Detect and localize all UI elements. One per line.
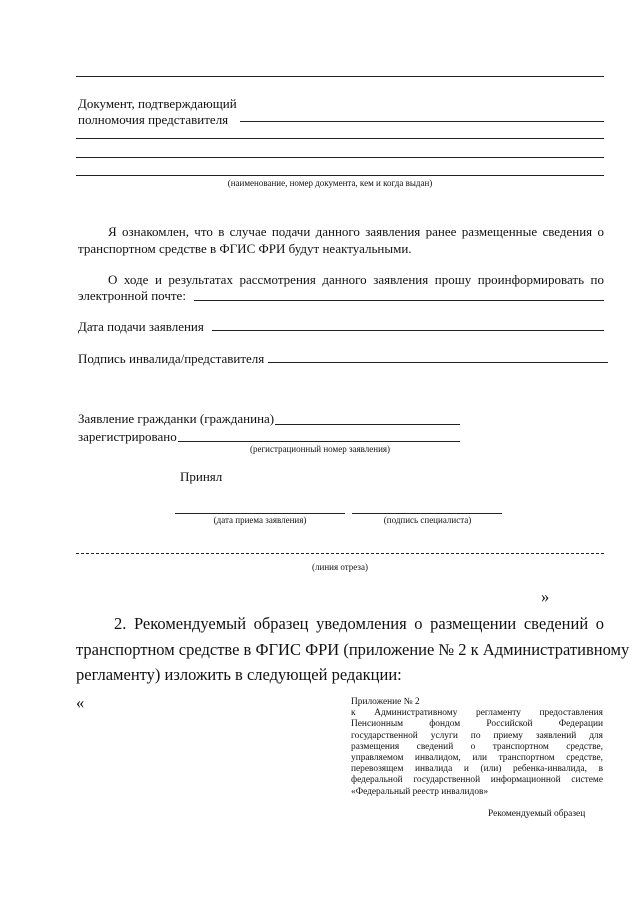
accepted-label: Принял xyxy=(180,469,223,484)
registration-number-field[interactable] xyxy=(178,441,460,442)
registration-line2: зарегистрировано xyxy=(78,429,177,444)
appendix-line: размещения сведений о транспортном средстве, xyxy=(351,741,603,752)
accepted-date-caption: (дата приема заявления) xyxy=(213,515,307,525)
accepted-signature-caption: (подпись специалиста) xyxy=(383,515,472,525)
appendix-line: Пенсионным фондом Российской Федерации xyxy=(351,719,603,730)
appendix-line: «Федеральный реестр инвалидов» xyxy=(351,786,489,797)
representative-document-field-line2[interactable] xyxy=(76,138,604,139)
signature-field[interactable] xyxy=(268,362,608,363)
acknowledgement-line1: Я ознакомлен, что в случае подачи данного заявления ранее размещенные сведения о xyxy=(108,224,604,239)
registration-applicant-field[interactable] xyxy=(275,424,460,425)
amendment-line1: 2. Рекомендуемый образец уведомления о размещении сведений о xyxy=(114,614,604,633)
email-notice-line2: электронной почте: xyxy=(78,288,186,303)
registration-line1: Заявление гражданки (гражданина) xyxy=(78,411,275,426)
appendix-line: к Административному регламенту предоставления xyxy=(351,708,603,719)
appendix-block xyxy=(351,697,603,798)
signature-label: Подпись инвалида/представителя xyxy=(78,351,265,366)
representative-document-field-line4[interactable] xyxy=(76,175,604,176)
closing-quote: » xyxy=(541,587,550,606)
recommended-sample-label: Рекомендуемый образец xyxy=(488,809,586,819)
representative-document-label-line2: полномочия представителя xyxy=(78,112,229,127)
representative-document-field-line3[interactable] xyxy=(76,157,604,158)
registration-number-caption: (регистрационный номер заявления) xyxy=(249,444,391,454)
appendix-line: перевозящем инвалида и (или) ребенка-инвалида, в xyxy=(351,764,603,775)
representative-document-field[interactable] xyxy=(240,121,604,122)
email-notice-line1: О ходе и результатах рассмотрения данного заявления прошу проинформировать по xyxy=(108,272,604,287)
submission-date-field[interactable] xyxy=(212,330,604,331)
email-field[interactable] xyxy=(194,300,604,301)
acknowledgement-line2: транспортном средстве в ФГИС ФРИ будут неактуальными. xyxy=(78,241,412,256)
appendix-line: управляемом инвалидом, или транспортном средстве, xyxy=(351,753,603,764)
top-rule xyxy=(76,76,604,77)
opening-quote: « xyxy=(76,693,85,712)
appendix-line: государственной услуги по приему заявлений для xyxy=(351,730,603,741)
cut-line xyxy=(76,553,604,554)
accepted-date-field[interactable] xyxy=(175,513,345,514)
representative-document-label-line1: Документ, подтверждающий xyxy=(78,96,237,111)
submission-date-label: Дата подачи заявления xyxy=(78,319,204,334)
appendix-line: федеральной государственной информационной системе xyxy=(351,775,603,786)
amendment-line2: транспортном средстве в ФГИС ФРИ (приложение № 2 к Административному xyxy=(76,640,630,659)
cut-line-caption: (линия отреза) xyxy=(312,562,368,572)
amendment-line3: регламенту) изложить в следующей редакции: xyxy=(76,665,402,684)
appendix-title: Приложение № 2 xyxy=(351,697,420,707)
representative-document-caption: (наименование, номер документа, кем и когда выдан) xyxy=(227,178,433,188)
accepted-signature-field[interactable] xyxy=(352,513,502,514)
